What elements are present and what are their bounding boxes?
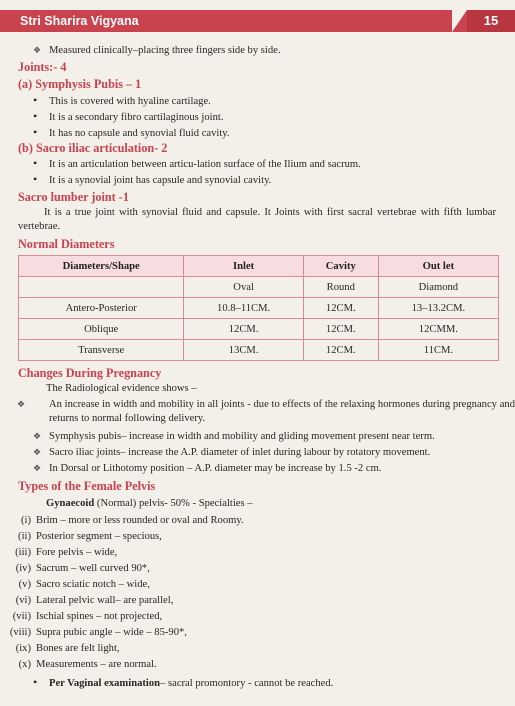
bullet-icon: •	[33, 93, 38, 107]
list-item: (ix) Bones are felt light,	[15, 643, 120, 654]
diamond-bullet-icon: ❖	[33, 45, 42, 55]
list-item: • This is covered with hyaline cartilage.	[33, 93, 211, 107]
list-item: (iii) Fore pelvis – wide,	[15, 547, 118, 558]
table-cell: 13CM.	[184, 340, 303, 361]
bullet-icon: •	[33, 109, 38, 123]
table-cell: 12CMM.	[378, 319, 498, 340]
table-cell: 12CM.	[184, 319, 303, 340]
diameters-table	[18, 255, 499, 361]
diamond-bullet-icon: ❖	[33, 431, 42, 441]
column-header: Diameters/Shape	[19, 256, 184, 277]
bullet-icon: •	[33, 172, 38, 186]
table-cell: Transverse	[19, 340, 184, 361]
list-item: (iv) Sacrum – well curved 90*,	[15, 563, 150, 574]
section-heading: Sacro lumber joint -1	[18, 190, 129, 204]
table-cell: 11CM.	[378, 340, 498, 361]
list-item: (i) Brim – more or less rounded or oval and Roomy.	[21, 515, 244, 526]
table-row	[19, 298, 499, 319]
list-item: ❖ Symphysis pubis– increase in width and mobility and gliding movement present near term.	[33, 431, 435, 442]
column-header: Out let	[378, 256, 498, 277]
paragraph: It is a true joint with synovial fluid and capsule. It Joints with first sacral vertebrae with fifth lumbar vertebrae.	[18, 207, 496, 232]
section-heading: Normal Diameters	[18, 237, 115, 251]
table-row	[19, 340, 499, 361]
table-cell: 13–13.2CM.	[378, 298, 498, 319]
list-item: ❖ Sacro iliac joints– increase the A.P. diameter of inlet during labour by rotatory movement.	[33, 447, 431, 458]
table-cell: Oval	[184, 277, 303, 298]
list-item: ❖ In Dorsal or Lithotomy position – A.P. diameter may be increase by 1.5 -2 cm.	[33, 463, 382, 474]
list-item: (v) Sacro sciatic notch – wide,	[18, 579, 150, 590]
column-header: Inlet	[184, 256, 303, 277]
list-item: • It is an articulation between articu-lation surface of the Ilium and sacrum.	[33, 156, 361, 170]
list-item: (vii) Ischial spines – not projected,	[12, 611, 163, 622]
table-cell: 12CM.	[303, 340, 378, 361]
list-item: ❖ An increase in width and mobility in all joints - due to effects of the relaxing hormones during pregnancy and returns to normal following delivery.	[17, 399, 515, 424]
section-heading: (a) Symphysis Pubis – 1	[18, 77, 142, 91]
table-row	[19, 319, 499, 340]
page-number: 15	[467, 10, 515, 32]
list-item: • It is a synovial joint has capsule and synovial cavity.	[33, 172, 272, 186]
bullet-icon: •	[33, 156, 38, 170]
table-cell: Round	[303, 277, 378, 298]
diamond-bullet-icon: ❖	[33, 447, 42, 457]
list-item: • Per Vaginal examination– sacral promontory - cannot be reached.	[33, 675, 334, 689]
list-item: • It has no capsule and synovial fluid cavity.	[33, 125, 230, 139]
bullet-icon: •	[33, 125, 38, 139]
list-item: • It is a secondary fibro cartilaginous joint.	[33, 109, 224, 123]
page-running-title: Stri Sharira Vigyana	[20, 14, 139, 28]
table-cell: 12CM.	[303, 319, 378, 340]
table-cell: 10.8–11CM.	[184, 298, 303, 319]
section-heading: Types of the Female Pelvis	[18, 479, 156, 493]
section-heading: Joints:- 4	[18, 60, 67, 74]
diamond-bullet-icon: ❖	[33, 463, 42, 473]
table-cell: 12CM.	[303, 298, 378, 319]
paragraph: The Radiological evidence shows –	[46, 383, 197, 394]
list-item: (ii) Posterior segment – specious,	[18, 531, 162, 542]
table-cell: Diamond	[378, 277, 498, 298]
list-item: (x) Measurements – are normal.	[18, 659, 157, 670]
bullet-icon: •	[33, 675, 38, 689]
diamond-bullet-icon: ❖	[17, 399, 26, 409]
section-heading: Changes During Pregnancy	[18, 366, 162, 380]
table-row	[19, 277, 499, 298]
list-item: (vi) Lateral pelvic wall– are parallel,	[15, 595, 174, 606]
table-cell	[19, 277, 184, 298]
section-heading: (b) Sacro iliac articulation- 2	[18, 141, 168, 155]
list-item: (viii) Supra pubic angle – wide – 85-90*,	[9, 627, 187, 638]
column-header: Cavity	[303, 256, 378, 277]
table-header-row	[19, 256, 499, 277]
paragraph: Gynaecoid (Normal) pelvis- 50% - Specialties –	[46, 498, 253, 509]
table-cell: Oblique	[19, 319, 184, 340]
list-item: ❖ Measured clinically–placing three fingers side by side.	[33, 45, 281, 56]
table-cell: Antero-Posterior	[19, 298, 184, 319]
